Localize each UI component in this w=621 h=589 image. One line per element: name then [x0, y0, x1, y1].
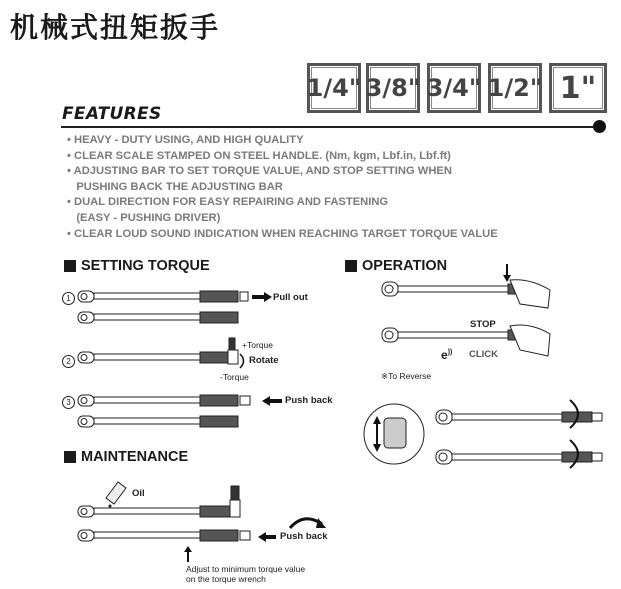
- feature-item: • HEAVY - DUTY USING, AND HIGH QUALITY: [67, 134, 304, 146]
- maintenance-note-line1: Adjust to minimum torque value: [186, 564, 306, 574]
- features-divider: [61, 126, 602, 128]
- page-title: 机械式扭矩扳手: [10, 11, 221, 44]
- setting-torque-heading: [64, 258, 210, 274]
- click-label: CLICK: [469, 349, 499, 360]
- size-box-three-quarters: [427, 63, 481, 113]
- heading-square: [64, 260, 76, 272]
- feature-item: • CLEAR SCALE STAMPED ON STEEL HANDLE. (Nm, kgm, Lbf.in, Lbf.ft): [67, 149, 451, 162]
- sound-icon: e)): [441, 348, 453, 362]
- arrow-right-icon: [252, 292, 272, 302]
- step-number-text: 2: [66, 357, 71, 366]
- feature-item: • DUAL DIRECTION FOR EASY REPAIRING AND FASTENING: [67, 196, 389, 209]
- rotate-arrow-icon: [238, 352, 248, 370]
- feature-item: • ADJUSTING BAR TO SET TORQUE VALUE, AND STOP SETTING WHEN: [67, 165, 452, 178]
- oil-label: Oil: [132, 488, 145, 499]
- feature-item: PUSHING BACK THE ADJUSTING BAR: [67, 180, 283, 193]
- feature-item: • CLEAR LOUD SOUND INDICATION WHEN REACHING TARGET TORQUE VALUE: [67, 227, 498, 240]
- curved-arrow-icon: [288, 512, 328, 532]
- reverse-note: ※To Reverse: [381, 371, 432, 381]
- step-number-text: 1: [66, 294, 71, 303]
- stop-label: STOP: [470, 319, 496, 330]
- wrench-drawing-maintenance: [76, 484, 256, 544]
- arrow-left-icon: [258, 532, 276, 542]
- features-list: [67, 133, 607, 242]
- size-label: 3/8": [365, 74, 421, 102]
- push-back-label: Push back: [285, 395, 333, 406]
- heading-text: OPERATION: [362, 258, 448, 274]
- step-number-3: [62, 396, 75, 409]
- feature-item: (EASY - PUSHING DRIVER): [67, 211, 221, 224]
- wrench-drawing-step1: [76, 288, 276, 328]
- size-label: 3/4": [426, 74, 482, 102]
- size-box-one-inch: [549, 63, 607, 113]
- operation-heading: [345, 258, 447, 274]
- arrow-left-icon: [262, 396, 282, 406]
- divider-dot: [593, 120, 606, 133]
- size-box-quarter: [307, 63, 361, 113]
- size-label: 1": [559, 70, 597, 106]
- size-label: 1/4": [306, 74, 362, 102]
- heading-text: MAINTENANCE: [81, 449, 189, 465]
- wrench-drawing-step3: [76, 392, 276, 432]
- maintenance-heading: [64, 449, 188, 465]
- wrench: [78, 291, 248, 302]
- wrench-drawing-reverse: [434, 398, 614, 470]
- maintenance-note-line2: on the torque wrench: [186, 574, 266, 584]
- features-title: FEATURES: [62, 104, 162, 124]
- heading-square: [345, 260, 357, 272]
- heading-square: [64, 451, 76, 463]
- plus-torque-label: +Torque: [242, 340, 273, 350]
- heading-text: SETTING TORQUE: [81, 258, 210, 274]
- minus-torque-label: -Torque: [220, 372, 249, 382]
- maintenance-push-back-label: Push back: [280, 531, 328, 542]
- wrench: [78, 312, 238, 323]
- hand-icon: [510, 325, 550, 356]
- size-box-three-eighths: [366, 63, 420, 113]
- arrow-up-icon: [184, 546, 192, 562]
- step-number-2: [62, 355, 75, 368]
- pull-out-label: Pull out: [273, 292, 308, 303]
- step-number-1: [62, 292, 75, 305]
- size-box-half: [488, 63, 542, 113]
- rotate-label: Rotate: [249, 355, 279, 366]
- hand-icon: [510, 280, 550, 308]
- ratchet-detail-circle: [364, 398, 424, 470]
- step-number-text: 3: [66, 398, 71, 407]
- size-label: 1/2": [487, 74, 543, 102]
